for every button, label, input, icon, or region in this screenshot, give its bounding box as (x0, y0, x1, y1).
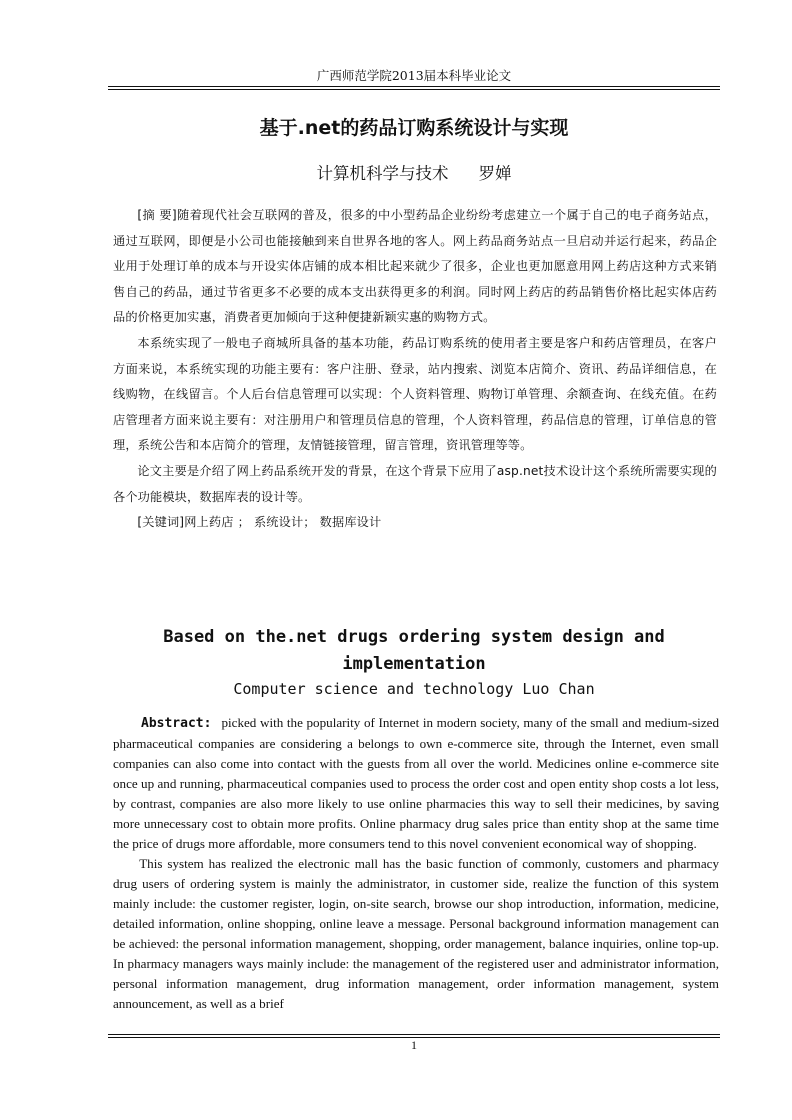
chinese-title: 基于.net的药品订购系统设计与实现 (259, 117, 569, 139)
chinese-author-line (108, 160, 720, 184)
english-author-line: Computer science and technology Luo Chan (233, 680, 595, 698)
english-abstract-paragraph (113, 713, 719, 854)
english-abstract-paragraph: This system has realized the electronic mall has the basic function of commonly, customers and pharmacy drug users of ordering system is mainly the administrator, in customer side, realize the function of this system mainly include: the customer register, login, on-site search, browse our shop introduction, information, medicine, detailed information, online shopping, online leave a message. Personal background information management can be achieved: the personal information management, shopping, order management, balance inquiries, online top-up. In pharmacy managers ways mainly include: the management of the registered user and administrator information, personal information management, drug information management, order information management, system announcement, as well as a brief (113, 856, 719, 1011)
chinese-keywords: [关键词]网上药店 ； 系统设计； 数据库设计 (137, 515, 382, 530)
chinese-abstract (113, 203, 717, 536)
english-abstract (113, 713, 719, 1014)
chinese-major: 计算机科学与技术 (316, 164, 449, 183)
chinese-abstract-paragraph: 论文主要是介绍了网上药品系统开发的背景，在这个背景下应用了asp.net技术设计这个系统所需要实现的各个功能模块，数据库表的设计等。 (113, 463, 717, 504)
footer-rule (108, 1034, 720, 1038)
abstract-label: Abstract: (141, 716, 212, 731)
running-header: 广西师范学院2013届本科毕业论文 (316, 68, 512, 83)
page-number: 1 (411, 1038, 417, 1052)
english-title: Based on the.net drugs ordering system design and implementation (163, 627, 665, 674)
english-abstract-text: picked with the popularity of Internet in modern society, many of the small and medium-sized pharmaceutical companies are considering a belongs to own e-commerce site, through the Internet, even small companies can also come into contact with the guests from all over the world. Medicines online e-commerce site once up and running, pharmaceutical companies used to process the order cost and open entity shop costs a lot less, by contrast, companies are also more likely to use online pharmacies this way to sell their medicines, by saving more unnecessary cost to obtain more profits. Online pharmacy drug sales price than entity shop at the same time the price of drugs more affordable, more consumers tend to this novel convenient economical way of shopping. (113, 715, 719, 851)
chinese-author: 罗婵 (478, 164, 512, 183)
chinese-abstract-paragraph: [摘 要]随着现代社会互联网的普及，很多的中小型药品企业纷纷考虑建立一个属于自己的电子商务站点，通过互联网，即便是小公司也能接触到来自世界各地的客人。网上药品商务站点一旦启动并运行起来，药品企业用于处理订单的成本与开设实体店铺的成本相比起来就少了很多，企业也更加愿意用网上药店这种方式来销售自己的药品，通过节省更多不必要的成本支出获得更多的利润。同时网上药店的药品销售价格比起实体店药品的价格更加实惠，消费者更加倾向于这种便捷新颖实惠的购物方式。 (113, 208, 717, 325)
header-rule (108, 86, 720, 90)
chinese-abstract-paragraph: 本系统实现了一般电子商城所具备的基本功能，药品订购系统的使用者主要是客户和药店管理员，在客户方面来说，本系统实现的功能主要有：客户注册、登录，站内搜索、浏览本店简介、资讯、药品详细信息，在线购物，在线留言。个人后台信息管理可以实现：个人资料管理、购物订单管理、余额查询、在线充值。在药店管理者方面来说主要有：对注册用户和管理员信息的管理，个人资料管理，药品信息的管理，订单信息的管理，系统公告和本店简介的管理，友情链接管理，留言管理，资讯管理等等。 (113, 335, 717, 453)
